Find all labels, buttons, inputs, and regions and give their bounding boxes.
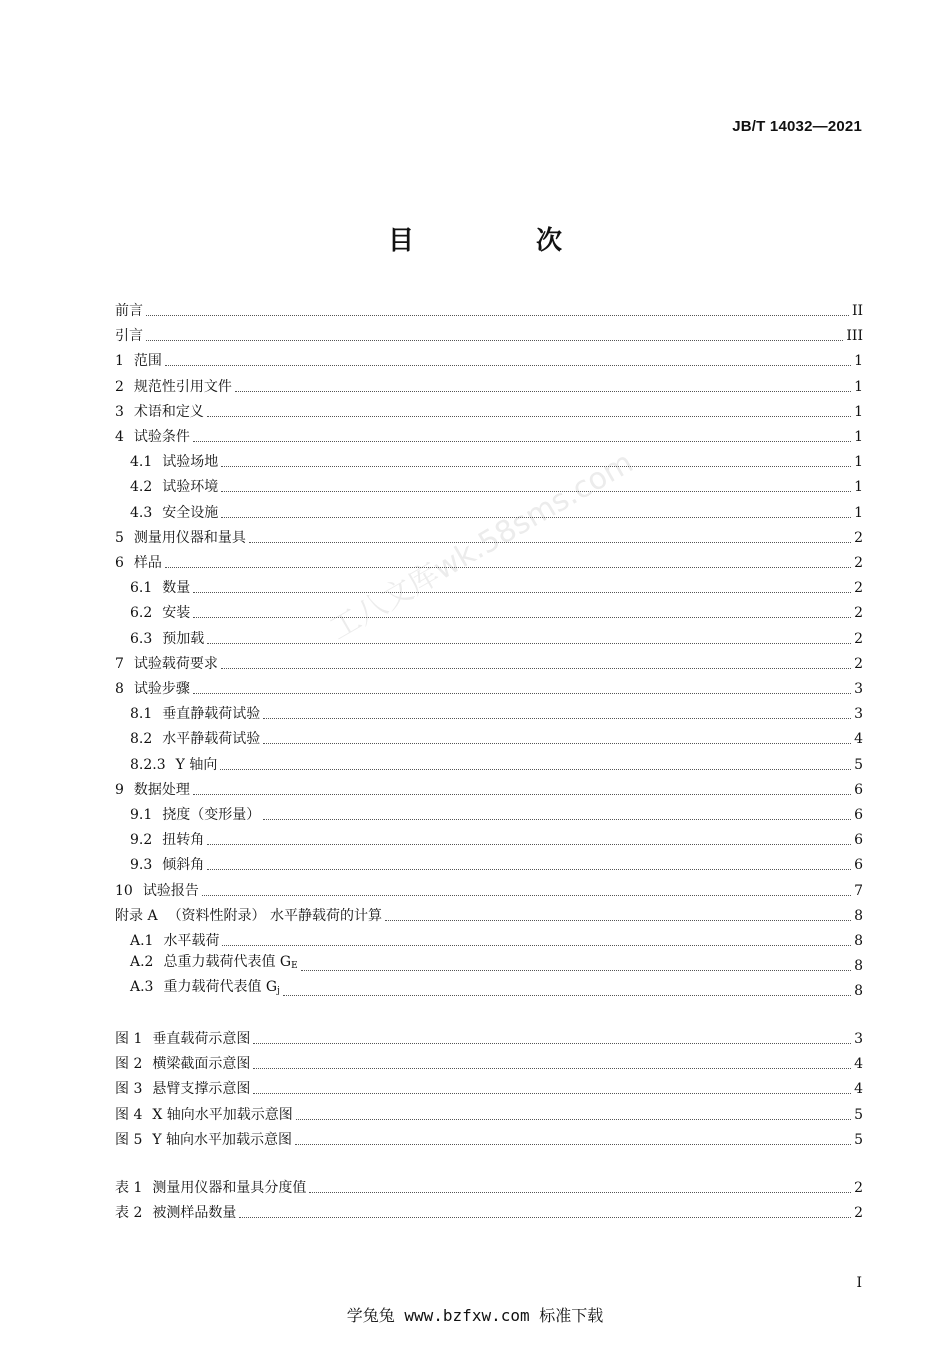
- toc-entry-label: [115, 352, 162, 370]
- toc-entry-subscript: j: [277, 986, 280, 997]
- toc-entry[interactable]: [130, 804, 863, 824]
- toc-entry-title: 试验载荷要求: [133, 655, 218, 672]
- toc-entry-title: 范围: [133, 353, 162, 370]
- leader-dots: [207, 642, 851, 644]
- toc-entry-title: 挠度（变形量）: [162, 807, 261, 823]
- toc-entry[interactable]: [130, 980, 863, 1000]
- toc-entry-page: 5: [854, 756, 863, 773]
- tables-entry-page: 2: [854, 1205, 863, 1222]
- toc-entry-label: [130, 978, 280, 1000]
- toc-entry-label: [115, 680, 190, 698]
- leader-dots: [283, 994, 851, 996]
- toc-entry-title: 试验条件: [133, 429, 190, 445]
- leader-dots: [207, 843, 851, 845]
- toc-entry-label: [130, 932, 219, 950]
- leader-dots: [301, 969, 851, 971]
- toc-entry-page: 2: [854, 529, 863, 546]
- toc-entry-title: 安装: [162, 605, 191, 622]
- toc-entry-title: 数据处理: [133, 781, 190, 798]
- toc-entry-page: 1: [854, 403, 863, 420]
- figures-entry-label: [115, 1030, 250, 1048]
- toc-entry-title: 术语和定义: [133, 403, 204, 420]
- toc-entry-label: [130, 705, 260, 723]
- toc-entry-number: 7: [115, 655, 124, 672]
- toc-entry-number: A.2: [130, 954, 154, 971]
- leader-dots: [263, 742, 851, 744]
- toc-entry[interactable]: [115, 905, 863, 925]
- toc-entry-number: 9.1: [130, 807, 153, 823]
- figures-entry-page: 3: [854, 1031, 863, 1047]
- toc-entry-number: A.3: [130, 979, 154, 996]
- toc-entry-title: 试验场地: [162, 454, 219, 471]
- toc-entry-label: [115, 907, 382, 925]
- toc-entry-label: [115, 882, 199, 900]
- toc-entry-label: [115, 327, 143, 345]
- tables-entry-number: 表 1: [115, 1180, 143, 1196]
- toc-entry-number: 9.3: [130, 857, 153, 874]
- toc-entry-page: 6: [854, 857, 863, 874]
- leader-dots: [235, 390, 851, 392]
- toc-entry-page: 1: [854, 454, 863, 471]
- toc-entry[interactable]: [115, 527, 863, 547]
- toc-entry-number: 10: [115, 882, 133, 899]
- toc-entry[interactable]: [115, 325, 863, 345]
- toc-entry-page: 4: [854, 731, 863, 748]
- toc-entry[interactable]: [130, 602, 863, 622]
- toc-entry-page: 6: [854, 832, 863, 849]
- toc-entry-label: [115, 302, 143, 320]
- toc-entry-number: 附录 A: [115, 907, 158, 924]
- toc-entry-label: [115, 529, 246, 547]
- toc-entry-number: 2: [115, 378, 124, 395]
- toc-entry-label: [115, 554, 162, 572]
- figures-entry-title: Y 轴向水平加载示意图: [152, 1131, 293, 1148]
- leader-dots: [165, 364, 851, 366]
- toc-entry-page: 8: [854, 983, 863, 1000]
- toc-entry-title: （资料性附录） 水平静载荷的计算: [167, 907, 383, 924]
- toc-entry-number: 4.3: [130, 504, 153, 521]
- leader-dots: [202, 894, 851, 896]
- toc-entry-number: 6.2: [130, 605, 153, 622]
- toc-entry-number: 9: [115, 781, 124, 798]
- toc-entry-number: A.1: [130, 933, 154, 949]
- leader-dots: [221, 465, 851, 467]
- toc-entry-title: 倾斜角: [162, 857, 205, 874]
- leader-dots: [146, 339, 843, 341]
- toc-entry-title: 安全设施: [162, 504, 219, 521]
- toc-entry-page: 8: [854, 907, 863, 924]
- tables-entry-page: 2: [854, 1180, 863, 1196]
- figures-entry[interactable]: [115, 1078, 863, 1098]
- toc-entry-page: 2: [854, 655, 863, 672]
- toc-entry-page: 7: [854, 882, 863, 899]
- toc-entry[interactable]: [115, 779, 863, 799]
- tables-entry-label: [115, 1179, 306, 1197]
- leader-dots: [207, 415, 851, 417]
- leader-dots: [165, 566, 851, 568]
- leader-dots: [295, 1143, 851, 1145]
- figures-entry-title: 横梁截面示意图: [152, 1056, 251, 1073]
- toc-entry-number: 8.2.3: [130, 756, 166, 773]
- toc-entry-number: 1: [115, 353, 124, 370]
- toc-entry-label: [130, 504, 218, 522]
- standard-code: JB/T 14032—2021: [732, 118, 862, 135]
- page-number: I: [856, 1275, 862, 1291]
- toc-entry-number: 4.2: [130, 479, 153, 496]
- leader-dots: [253, 1042, 851, 1044]
- toc-entry-label: [115, 655, 218, 673]
- toc-entry-title: 样品: [133, 555, 162, 571]
- toc-entry-number: 4: [115, 429, 124, 445]
- toc-entry[interactable]: [130, 451, 863, 471]
- figures-entry[interactable]: [115, 1028, 863, 1048]
- toc-entry-page: 8: [854, 933, 863, 949]
- toc-entry-label: [130, 604, 190, 622]
- toc-entry-title: 规范性引用文件: [133, 378, 232, 395]
- figures-entry-label: [115, 1055, 250, 1073]
- leader-dots: [193, 692, 851, 694]
- tables-entry[interactable]: [115, 1202, 863, 1222]
- toc-entry[interactable]: [130, 930, 863, 950]
- toc-entry-number: 6: [115, 555, 124, 571]
- figures-entry-number: 图 5: [115, 1131, 143, 1148]
- figures-entry-title: 垂直载荷示意图: [152, 1031, 251, 1047]
- toc-entry-title: 引言: [115, 328, 143, 345]
- toc-entry[interactable]: [115, 401, 863, 421]
- watermark: 工八文库wk.58sms.com: [324, 445, 640, 648]
- toc-entry-page: III: [846, 328, 863, 345]
- leader-dots: [221, 516, 851, 518]
- leader-dots: [239, 1216, 851, 1218]
- toc-entry-title: 水平静载荷试验: [162, 731, 261, 748]
- toc-entry-number: 6.1: [130, 580, 153, 597]
- figures-entry-number: 图 2: [115, 1056, 143, 1073]
- toc-entry-page: 6: [854, 781, 863, 798]
- toc-entry[interactable]: [130, 703, 863, 723]
- toc-entry-label: [130, 730, 260, 748]
- leader-dots: [385, 919, 851, 921]
- toc-entry[interactable]: [130, 754, 863, 774]
- toc-entry-label: [130, 831, 204, 849]
- figures-entry-title: X 轴向水平加载示意图: [152, 1106, 293, 1123]
- figures-entry[interactable]: [115, 1129, 863, 1149]
- leader-dots: [263, 818, 851, 820]
- tables-entry-label: [115, 1204, 236, 1222]
- toc-entry-number: 3: [115, 403, 124, 420]
- toc-entry-page: 3: [854, 681, 863, 697]
- leader-dots: [222, 944, 851, 946]
- toc-entry[interactable]: [130, 476, 863, 496]
- toc-entry[interactable]: [115, 300, 863, 320]
- toc-entry-title: 重力载荷代表值 G: [163, 979, 278, 996]
- leader-dots: [220, 768, 851, 770]
- leader-dots: [309, 1191, 851, 1193]
- toc-entry-title: 预加载: [162, 630, 205, 647]
- figures-entry-page: 5: [854, 1106, 863, 1123]
- toc-entry-title: 数量: [162, 580, 191, 597]
- toc-entry-title: 试验步骤: [133, 681, 190, 697]
- toc-entry-page: 2: [854, 555, 863, 571]
- leader-dots: [253, 1067, 851, 1069]
- leader-dots: [146, 314, 849, 316]
- toc-entry[interactable]: [130, 854, 863, 874]
- figures-entry[interactable]: [115, 1053, 863, 1073]
- tables-entry-title: 被测样品数量: [152, 1205, 237, 1222]
- toc-entry-number: 6.3: [130, 630, 153, 647]
- leader-dots: [193, 591, 851, 593]
- figures-entry-label: [115, 1106, 293, 1124]
- footer-banner[interactable]: 学兔兔 www.bzfxw.com 标准下载: [346, 1306, 604, 1325]
- toc-entry-number: 8: [115, 681, 124, 697]
- leader-dots: [263, 717, 851, 719]
- tables-entry-title: 测量用仪器和量具分度值: [152, 1180, 307, 1196]
- toc-entry-title: 测量用仪器和量具: [133, 529, 246, 546]
- toc-entry-page: 6: [854, 807, 863, 823]
- toc-entry-label: [115, 428, 190, 446]
- figures-entry-number: 图 4: [115, 1106, 143, 1123]
- toc-entry-title: 试验报告: [142, 882, 199, 899]
- toc-entry-title: 前言: [115, 303, 143, 319]
- toc-entry[interactable]: [115, 653, 863, 673]
- toc-entry[interactable]: [115, 678, 863, 698]
- toc-entry-number: 5: [115, 529, 124, 546]
- toc-entry[interactable]: [130, 628, 863, 648]
- toc-entry-label: [130, 630, 204, 648]
- toc-entry[interactable]: [115, 552, 863, 572]
- toc-entry-page: 1: [854, 353, 863, 370]
- leader-dots: [193, 440, 851, 442]
- toc-entry-label: [130, 453, 218, 471]
- toc-entry-title: 扭转角: [162, 832, 205, 849]
- figures-entry-page: 4: [854, 1056, 863, 1073]
- figures-entry-number: 图 1: [115, 1031, 143, 1047]
- toc-entry-label: [130, 756, 217, 774]
- toc-entry[interactable]: [130, 955, 863, 975]
- toc-entry-number: 4.1: [130, 454, 153, 471]
- toc-entry-title: Y 轴向: [175, 756, 218, 773]
- leader-dots: [296, 1118, 851, 1120]
- page-title: 目 次: [387, 226, 610, 256]
- toc-entry[interactable]: [115, 880, 863, 900]
- toc-entry-number: 8.1: [130, 706, 153, 723]
- tables-entry[interactable]: [115, 1177, 863, 1197]
- toc-entry-page: 1: [854, 479, 863, 496]
- toc-entry-label: [115, 378, 232, 396]
- toc-entry[interactable]: [130, 502, 863, 522]
- figures-entry[interactable]: [115, 1104, 863, 1124]
- figures-entry-page: 5: [854, 1131, 863, 1148]
- toc-entry-number: 8.2: [130, 731, 153, 748]
- toc-entry[interactable]: [115, 426, 863, 446]
- tables-entry-number: 表 2: [115, 1205, 143, 1222]
- leader-dots: [221, 490, 851, 492]
- leader-dots: [249, 541, 851, 543]
- toc-entry-page: 2: [854, 630, 863, 647]
- toc-entry-label: [130, 856, 204, 874]
- leader-dots: [221, 667, 851, 669]
- figures-entry-page: 4: [854, 1081, 863, 1098]
- toc-entry-subscript: E: [291, 961, 298, 972]
- toc-entry-label: [115, 403, 204, 421]
- toc-entry-title: 总重力载荷代表值 G: [163, 954, 292, 971]
- leader-dots: [253, 1092, 851, 1094]
- toc-entry-page: 1: [854, 429, 863, 445]
- toc-entry-label: [130, 478, 218, 496]
- toc-entry[interactable]: [130, 829, 863, 849]
- leader-dots: [193, 793, 851, 795]
- figures-entry-label: [115, 1080, 250, 1098]
- toc-entry-title: 试验环境: [162, 479, 219, 496]
- toc-entry-page: 2: [854, 605, 863, 622]
- figures-entry-label: [115, 1131, 292, 1149]
- toc-entry-label: [130, 953, 298, 975]
- toc-entry-label: [130, 806, 260, 824]
- toc-entry-number: 9.2: [130, 832, 153, 849]
- toc-entry-label: [130, 579, 190, 597]
- figures-entry-number: 图 3: [115, 1081, 143, 1098]
- toc-entry-title: 垂直静载荷试验: [162, 706, 261, 723]
- leader-dots: [207, 868, 851, 870]
- toc-entry-page: 1: [854, 378, 863, 395]
- toc-entry-label: [115, 781, 190, 799]
- toc-entry-page: 1: [854, 504, 863, 521]
- toc-entry[interactable]: [115, 350, 863, 370]
- toc-entry-title: 水平载荷: [163, 933, 220, 949]
- toc-entry[interactable]: [115, 376, 863, 396]
- toc-entry[interactable]: [130, 577, 863, 597]
- figures-entry-title: 悬臂支撑示意图: [152, 1081, 251, 1098]
- toc-entry[interactable]: [130, 728, 863, 748]
- toc-entry-page: 8: [854, 958, 863, 975]
- toc-entry-page: II: [851, 303, 863, 319]
- toc-entry-page: 2: [854, 580, 863, 597]
- leader-dots: [193, 616, 851, 618]
- toc-entry-page: 3: [854, 706, 863, 723]
